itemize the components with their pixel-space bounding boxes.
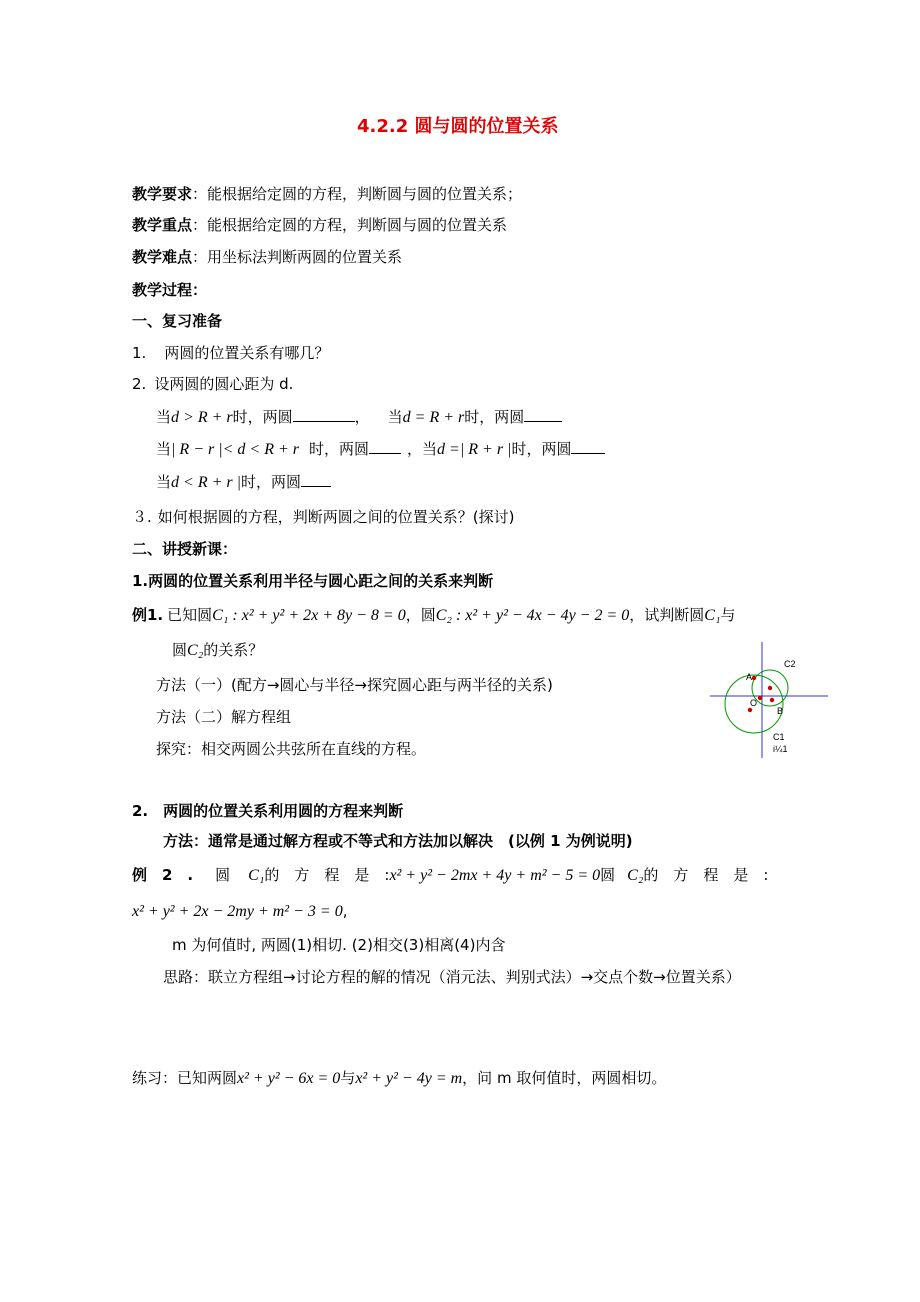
circle-c2-equation: C₂ : x² + y² − 4x − 4y − 2 = 0	[435, 607, 630, 624]
example-2-idea: 思路：联立方程组→讨论方程的解的情况（消元法、判别式法）→交点个数→位置关系）	[163, 968, 741, 986]
answer-blank	[524, 405, 562, 422]
math-cond-a: d > R + r	[171, 409, 233, 426]
difficulties-label: 教学难点	[132, 248, 193, 266]
math-cond-c: | R − r |< d < R + r	[171, 441, 299, 458]
key-points-label: 教学重点	[132, 216, 193, 234]
process-label: 教学过程：	[132, 281, 208, 299]
two-circles-figure	[706, 640, 836, 765]
answer-blank	[571, 437, 605, 454]
difficulties-text: 用坐标法判断两圆的位置关系	[207, 248, 403, 266]
example-2-question: m 为何值时, 两圆(1)相切. (2)相交(3)相离(4)内含	[172, 936, 506, 954]
point-c1-center	[748, 708, 752, 712]
point-b	[770, 698, 774, 702]
exercise-equation-2: x² + y² − 4y = m	[355, 1070, 463, 1087]
key-points-text: 能根据给定圆的方程，判断圆与圆的位置关系	[207, 216, 508, 234]
method-1: 方法（一）(配方→圆心与半径→探究圆心距与两半径的关系)	[156, 676, 553, 694]
point-o	[758, 696, 762, 700]
condition-line-3: 当d < R + r |时，两圆	[156, 470, 331, 494]
method-2: 方法（二）解方程组	[156, 708, 292, 726]
question-1: 1. 两圆的位置关系有哪几？	[132, 344, 330, 362]
condition-line-1: 当d > R + r时，两圆 ， 当d = R + r时，两圆	[156, 405, 562, 429]
label-c1: C1	[773, 732, 785, 742]
math-cond-b: d = R + r	[402, 409, 465, 426]
exercise-equation-1: x² + y² − 6x = 0	[237, 1070, 341, 1087]
label-c2: C2	[784, 659, 796, 669]
answer-blank	[369, 437, 401, 454]
method-note: 方法：通常是通过解方程或不等式和方法加以解决 (以例 1 为例说明)	[163, 832, 633, 850]
condition-line-2: 当| R − r |< d < R + r 时，两圆 ，当d =| R + r |时，两圆	[156, 437, 605, 461]
answer-blank	[293, 405, 355, 422]
math-cond-d: d =| R + r |	[437, 441, 512, 458]
circle-c2-equation-ex2: x² + y² + 2x − 2my + m² − 3 = 0	[132, 903, 343, 920]
requirements-text: 能根据给定圆的方程，判断圆与圆的位置关系；	[207, 185, 523, 203]
requirements-label: 教学要求	[132, 185, 193, 203]
answer-blank	[301, 470, 331, 487]
example-2: 例 2 . 圆 C₁的 方 程 是 :x² + y² − 2mx + 4y + m² − 5 = 0圆 C₂的 方 程 是 :	[132, 866, 769, 884]
question-2: 2. 设两圆的圆心距为 d.	[132, 375, 294, 393]
point-c2-center	[768, 686, 772, 690]
page-title: 4.2.2 圆与圆的位置关系	[357, 116, 559, 137]
figure-caption: i¼1	[773, 744, 788, 754]
explore-note: 探究：相交两圆公共弦所在直线的方程。	[156, 740, 427, 758]
math-cond-e: d < R + r |	[171, 474, 242, 491]
circle-c1-equation-ex2: x² + y² − 2mx + 4y + m² − 5 = 0	[389, 867, 601, 884]
circle-c1-equation: C₁ : x² + y² + 2x + 8y − 8 = 0	[212, 607, 406, 624]
teaching-difficulties: 教学难点：用坐标法判断两圆的位置关系	[132, 248, 403, 266]
teaching-requirements: 教学要求：能根据给定圆的方程，判断圆与圆的位置关系；	[132, 185, 523, 203]
example-1-line-2: 圆C₂的关系？	[172, 641, 264, 659]
teaching-key-points: 教学重点：能根据给定圆的方程，判断圆与圆的位置关系	[132, 216, 508, 234]
exercise: 练习：已知两圆x² + y² − 6x = 0与x² + y² − 4y = m，问 m 取何值时，两圆相切。	[132, 1069, 667, 1087]
subsection-1: 1.两圆的位置关系利用半径与圆心距之间的关系来判断	[132, 572, 494, 590]
question-3: ３. 如何根据圆的方程，判断两圆之间的位置关系？(探讨)	[132, 508, 515, 526]
section1-heading: 一、复习准备	[132, 312, 223, 330]
section2-heading: 二、讲授新课：	[132, 540, 238, 558]
example-2-equation-2: x² + y² + 2x − 2my + m² − 3 = 0,	[132, 902, 348, 920]
subsection-2: 2. 两圆的位置关系利用圆的方程来判断	[132, 802, 404, 820]
label-b: B	[777, 706, 784, 716]
label-o: O	[750, 698, 758, 708]
example-1: 例1. 已知圆C₁ : x² + y² + 2x + 8y − 8 = 0，圆C₂ : x² + y² − 4x − 4y − 2 = 0，试判断圆C₁与	[132, 606, 736, 624]
label-a: A	[746, 672, 753, 682]
point-a	[752, 676, 756, 680]
